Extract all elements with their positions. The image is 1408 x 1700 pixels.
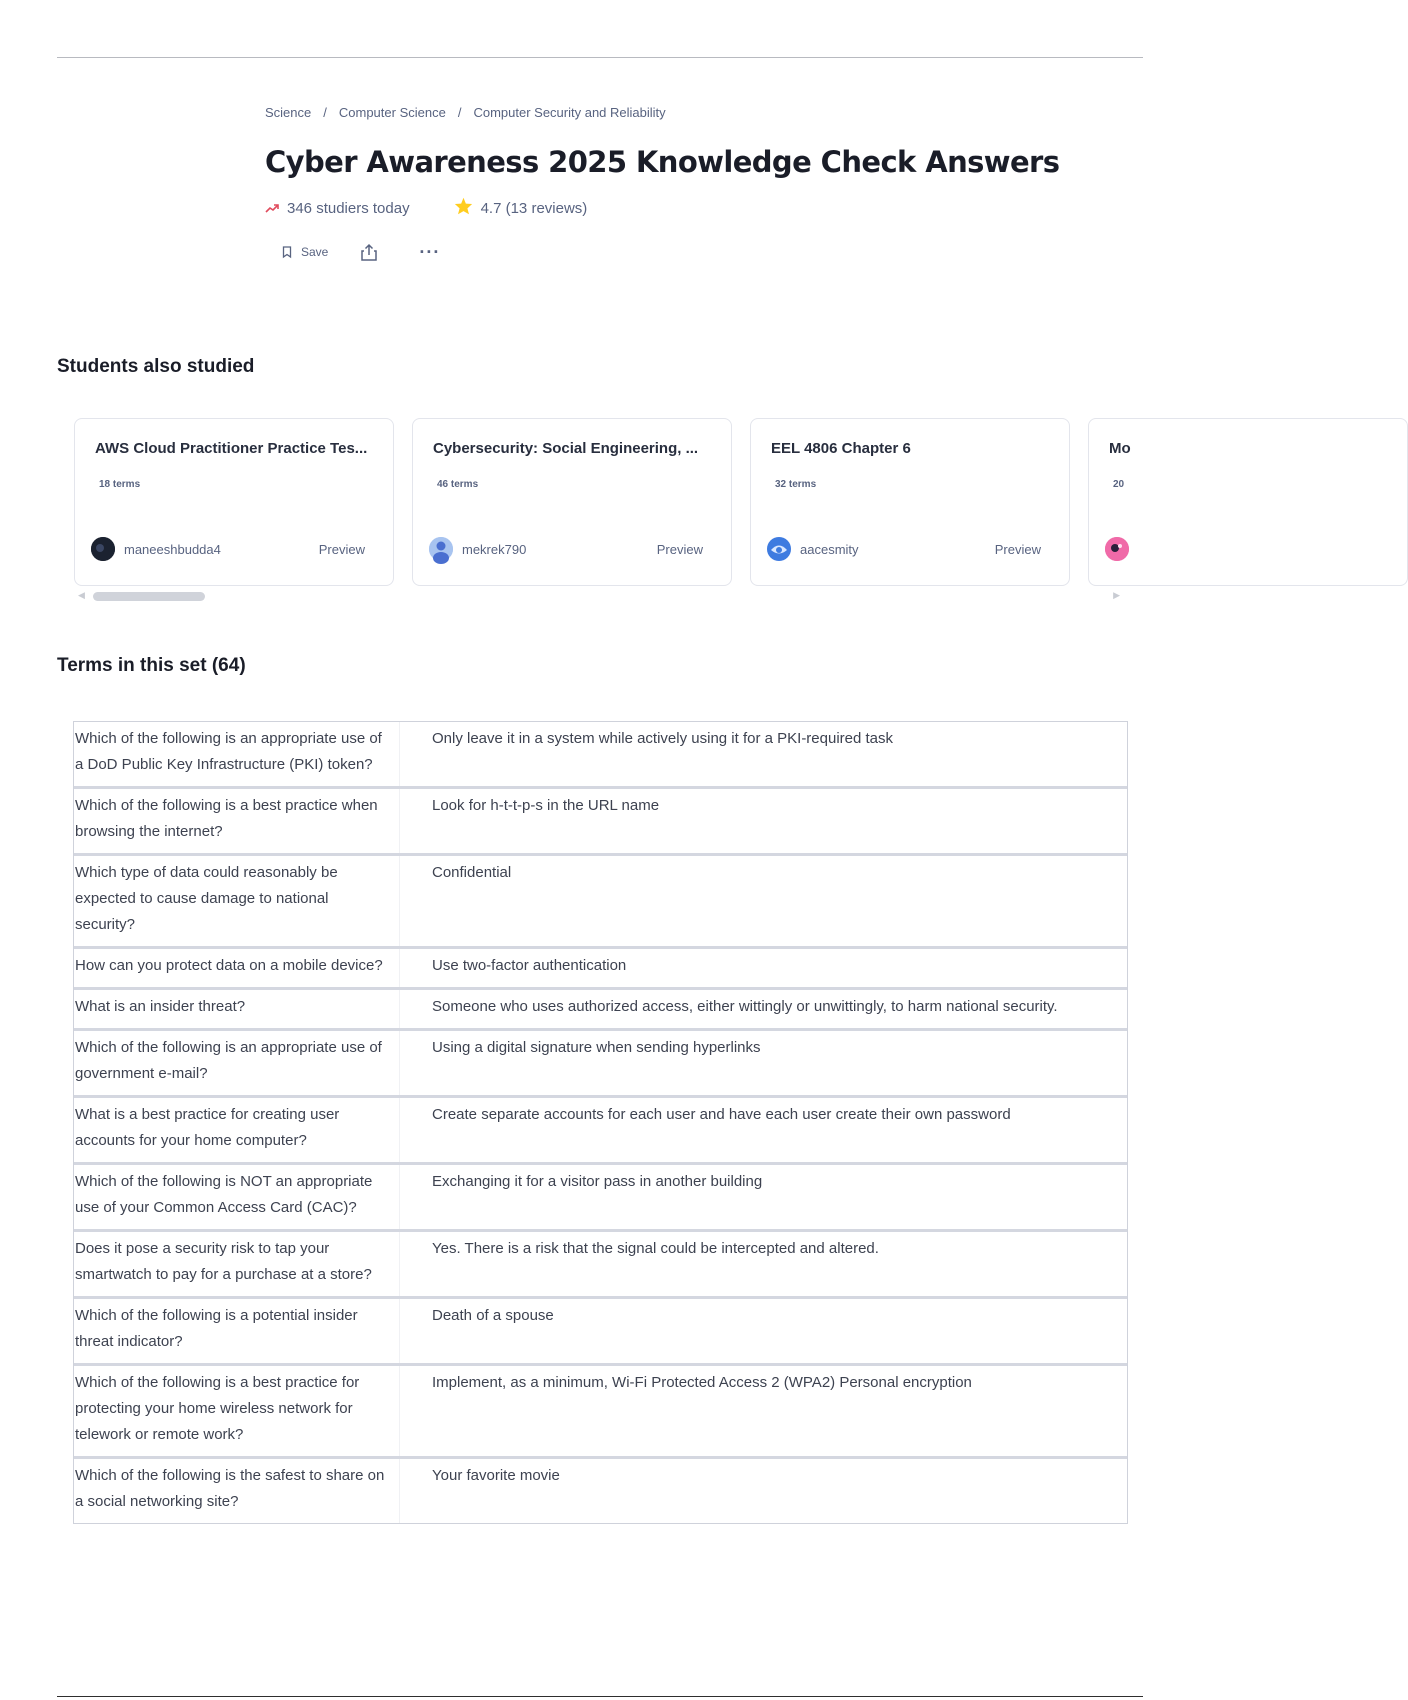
card-username[interactable]: mekrek790 <box>462 541 527 557</box>
term-row <box>74 1095 1127 1162</box>
card-title: AWS Cloud Practitioner Practice Tes... <box>95 440 368 457</box>
card-title: EEL 4806 Chapter 6 <box>771 440 911 457</box>
term-row <box>74 786 1127 853</box>
breadcrumb-computer-science[interactable]: Computer Science <box>338 104 446 120</box>
term-text: Which of the following is a best practice when browsing the internet? <box>74 789 400 853</box>
scroll-right-arrow-icon[interactable]: ▶ <box>1113 590 1120 600</box>
terms-table <box>73 721 1128 1524</box>
rating-stat[interactable] <box>454 197 588 219</box>
card-terms-count: 46 terms <box>437 479 479 490</box>
scrollbar-thumb[interactable] <box>93 592 205 601</box>
page-title: Cyber Awareness 2025 Knowledge Check Answers <box>265 145 1060 179</box>
term-text: Does it pose a security risk to tap your smartwatch to pay for a purchase at a store? <box>74 1232 400 1296</box>
study-set-card[interactable] <box>750 418 1070 586</box>
term-row <box>74 722 1127 786</box>
card-terms-count: 18 terms <box>99 479 141 490</box>
studiers-count: 346 studiers today <box>287 199 410 217</box>
card-username[interactable]: aacesmity <box>800 541 859 557</box>
save-label: Save <box>301 245 329 259</box>
term-row <box>74 1456 1127 1523</box>
definition-text: Exchanging it for a visitor pass in another building <box>432 1173 763 1190</box>
card-title: Mo <box>1109 440 1131 457</box>
definition-text: Implement, as a minimum, Wi-Fi Protected Access 2 (WPA2) Personal encryption <box>432 1374 972 1391</box>
term-text: Which of the following is a potential insider threat indicator? <box>74 1299 400 1363</box>
breadcrumb <box>265 100 1145 124</box>
bookmark-icon <box>282 246 292 258</box>
definition-text: Create separate accounts for each user and have each user create their own password <box>432 1106 1011 1123</box>
term-text: Which type of data could reasonably be expected to cause damage to national security? <box>74 856 400 946</box>
avatar <box>429 537 453 561</box>
definition-text: Someone who uses authorized access, either wittingly or unwittingly, to harm national security. <box>432 998 1058 1015</box>
definition-text: Death of a spouse <box>432 1307 554 1324</box>
carousel-scrollbar[interactable] <box>74 590 1128 602</box>
term-row <box>74 1296 1127 1363</box>
definition-text: Use two-factor authentication <box>432 957 627 974</box>
card-terms-count: 20 <box>1113 479 1125 490</box>
breadcrumb-separator: / <box>323 104 327 120</box>
definition-text: Look for h-t-t-p-s in the URL name <box>432 797 660 814</box>
term-row <box>74 1229 1127 1296</box>
definition-text: Yes. There is a risk that the signal could be intercepted and altered. <box>432 1240 879 1257</box>
save-button[interactable] <box>282 245 328 259</box>
term-text: What is a best practice for creating user accounts for your home computer? <box>74 1098 400 1162</box>
preview-button[interactable]: Preview <box>656 541 703 557</box>
set-header <box>265 100 1145 264</box>
term-row <box>74 987 1127 1028</box>
avatar <box>91 537 115 561</box>
term-row <box>74 853 1127 946</box>
breadcrumb-computer-security[interactable]: Computer Security and Reliability <box>473 104 666 120</box>
term-text: Which of the following is an appropriate use of a DoD Public Key Infrastructure (PKI) token? <box>74 722 400 786</box>
term-text: How can you protect data on a mobile device? <box>74 949 400 987</box>
students-also-studied-carousel <box>74 418 1131 604</box>
term-row <box>74 946 1127 987</box>
more-icon: ··· <box>419 241 441 262</box>
trending-up-icon <box>265 200 279 217</box>
study-set-card[interactable] <box>74 418 394 586</box>
term-row <box>74 1162 1127 1229</box>
term-text: Which of the following is the safest to share on a social networking site? <box>74 1459 400 1523</box>
more-options-button[interactable] <box>419 242 440 263</box>
definition-text: Your favorite movie <box>432 1467 560 1484</box>
share-button[interactable] <box>360 243 387 262</box>
card-username[interactable]: maneeshbudda4 <box>124 541 221 557</box>
star-icon <box>454 197 473 219</box>
share-icon <box>360 243 378 262</box>
studiers-stat <box>265 200 410 217</box>
terms-heading: Terms in this set (64) <box>57 655 246 676</box>
term-row <box>74 1028 1127 1095</box>
preview-button[interactable]: Preview <box>318 541 365 557</box>
card-terms-count: 32 terms <box>775 479 817 490</box>
students-also-studied-heading: Students also studied <box>57 356 255 377</box>
breadcrumb-science[interactable]: Science <box>265 104 312 120</box>
avatar <box>767 537 791 561</box>
term-text: Which of the following is NOT an appropriate use of your Common Access Card (CAC)? <box>74 1165 400 1229</box>
rating-text: 4.7 (13 reviews) <box>480 199 588 217</box>
study-set-card[interactable] <box>412 418 732 586</box>
definition-text: Only leave it in a system while actively using it for a PKI-required task <box>432 730 894 747</box>
term-text: Which of the following is an appropriate use of government e-mail? <box>74 1031 400 1095</box>
bottom-divider <box>57 1696 1143 1697</box>
breadcrumb-separator: / <box>457 104 462 120</box>
card-title: Cybersecurity: Social Engineering, ... <box>433 440 699 457</box>
term-text: What is an insider threat? <box>74 990 400 1028</box>
scroll-left-arrow-icon[interactable]: ◀ <box>78 590 85 600</box>
term-text: Which of the following is a best practice for protecting your home wireless network for telework or remote work? <box>74 1366 400 1456</box>
preview-button[interactable]: Preview <box>994 541 1041 557</box>
set-stats <box>265 196 1145 220</box>
set-actions <box>282 240 1145 264</box>
definition-text: Using a digital signature when sending hyperlinks <box>432 1039 761 1056</box>
study-set-card[interactable] <box>1088 418 1408 586</box>
definition-text: Confidential <box>432 864 512 881</box>
avatar <box>1105 537 1129 561</box>
top-divider <box>57 57 1143 58</box>
term-row <box>74 1363 1127 1456</box>
